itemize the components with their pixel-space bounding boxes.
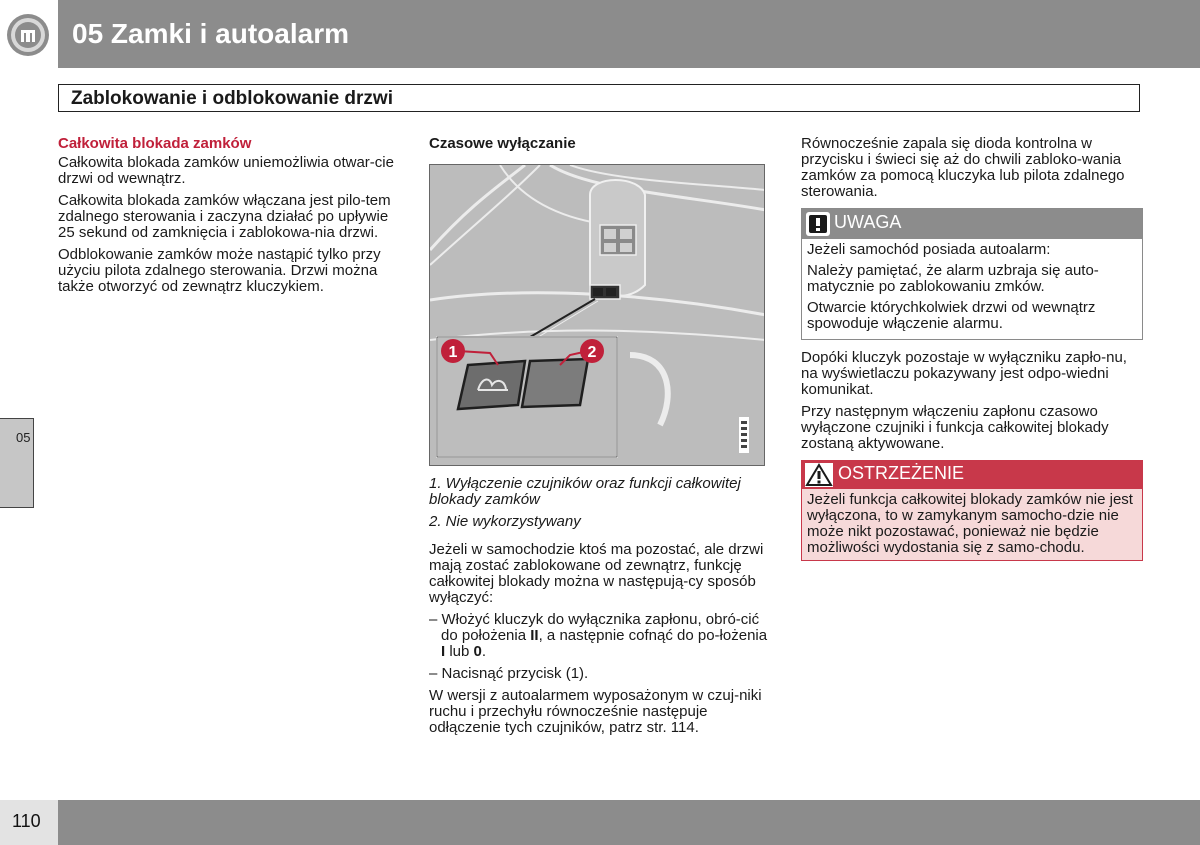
col3-paragraph: Dopóki kluczyk pozostaje w wyłączniku zapło-nu, na wyświetlaczu pokazywany jest odpo-wiedni komunikat. [801,349,1127,398]
callout-2: 2 [587,344,597,361]
section-title-box [58,84,1140,112]
section-title: Zablokowanie i odblokowanie drzwi [71,88,393,109]
brand-emblem-icon [6,13,50,57]
side-tab-label: 05 [16,430,31,445]
warning-box [801,460,1143,561]
column-2 [429,136,769,742]
note-header [802,209,1142,239]
info-hand-icon [805,211,831,237]
instruction-step-1: – Włożyć kluczyk do wyłącznika zapłonu, obró-cić do położenia II, a następnie cofnąć do po-łożenia I lub 0. [429,611,768,660]
page-number: 110 [12,811,41,831]
figure-caption: 2. Nie wykorzystywany [429,513,581,530]
warning-header [802,461,1142,489]
col1-paragraph: Odblokowanie zamków może nastąpić tylko przy użyciu pilota zdalnego sterowania. Drzwi można także otworzyć od zewnątrz kluczykiem. [58,246,381,295]
column-3 [801,136,1143,561]
warning-body: Jeżeli funkcja całkowitej blokady zamków nie jest wyłączona, to w zamykanym samocho-dzie nie może nikt pozostawać, ponieważ nie będzie możliwości wydostania się z samo-chodu. [807,491,1133,556]
note-paragraph: Otwarcie którychkolwiek drzwi od wewnątrz spowoduje włączenie alarmu. [807,299,1096,332]
footer-bar [0,800,1200,845]
col1-paragraph: Całkowita blokada zamków uniemożliwia otwar-cie drzwi od wewnątrz. [58,154,394,187]
note-paragraph: Należy pamiętać, że alarm uzbraja się auto-matycznie po zablokowaniu zmków. [807,262,1099,295]
col2-heading: Czasowe wyłączanie [429,135,576,152]
column-1 [58,136,400,301]
col3-paragraph: Równocześnie zapala się dioda kontrolna w przycisku i świeci się aż do chwili zabloko-wania zamków za pomocą kluczyka lub pilota zdalnego sterowania. [801,135,1125,200]
note-box [801,208,1143,340]
col2-end-paragraph: W wersji z autoalarmem wyposażonym w czuj-niki ruchu i przechyłu równocześnie następuje odłączenie tych czujników, patrz str. 114. [429,687,762,736]
illustration-drawing [430,165,765,466]
chapter-title: 05 Zamki i autoalarm [72,18,350,49]
warning-triangle-icon [805,463,833,487]
col1-paragraph: Całkowita blokada zamków włączana jest pilo-tem zdalnego sterowania i zaczyna działać po upływie 25 sekund od zamknięcia i zablokowa-nia drzwi. [58,192,391,241]
col3-paragraph: Przy następnym włączeniu zapłonu czasowo wyłączone czujniki i funkcja całkowitej blokady zostaną aktywowane. [801,403,1109,452]
col2-intro-paragraph: Jeżeli w samochodzie ktoś ma pozostać, ale drzwi mają zostać zablokowane od zewnątrz, funkcję całkowitej blokady można w następują-cy sposób wyłączyć: [429,541,764,606]
col1-heading: Całkowita blokada zamków [58,135,252,152]
callout-1: 1 [448,344,458,361]
note-paragraph: Jeżeli samochód posiada autoalarm: [807,241,1051,258]
figure-caption: 1. Wyłączenie czujników oraz funkcji całkowitej blokady zamków [429,475,741,508]
note-body [802,239,1142,339]
warning-title: OSTRZEŻENIE [838,463,965,483]
header-logo-box [0,0,58,68]
page-number-box [0,800,58,845]
lock-button-illustration [429,164,765,466]
instruction-step-2: – Nacisnąć przycisk (1). [429,665,589,682]
note-title: UWAGA [834,212,902,232]
chapter-side-tab [0,418,34,508]
